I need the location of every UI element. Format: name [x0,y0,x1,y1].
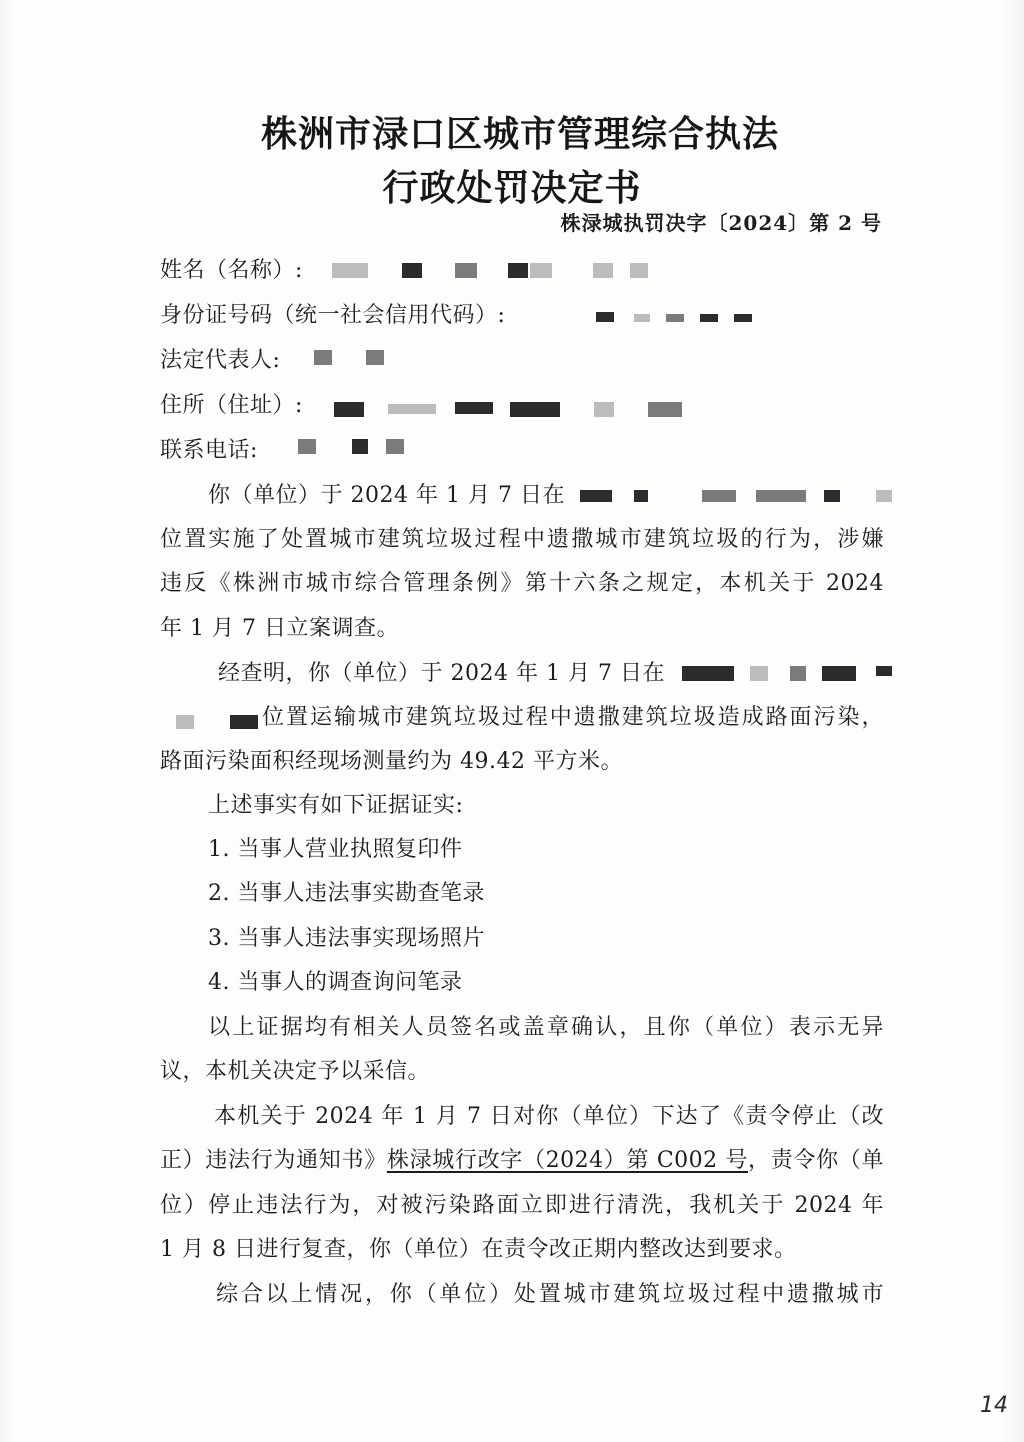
redaction [634,490,648,502]
redaction [455,263,477,278]
paragraph-1-line-3: 违反《株洲市城市综合管理条例》第十六条之规定，本机关于 2024 [160,571,884,596]
evidence-item-2: 2. 当事人违法事实勘查笔录 [208,881,485,906]
paragraph-5-line-2 [160,1143,884,1174]
redaction [750,666,768,681]
paragraph-5-line-3: 位）停止违法行为，对被污染路面立即进行清洗，我机关于 2024 年 [160,1193,884,1218]
evidence-intro: 上述事实有如下证据证实: [208,793,464,818]
redaction [634,314,650,322]
paragraph-1-line-4: 年 1 月 7 日立案调查。 [160,616,399,641]
redaction [790,666,806,681]
paragraph-5-line-4: 1 月 8 日进行复查，你（单位）在责令改正期内整改达到要求。 [160,1237,797,1262]
document-title-line2: 行政处罚决定书 [382,168,642,209]
paragraph-1-line-1: 你（单位）于 2024 年 1 月 7 日在 [208,483,565,508]
redaction [334,402,364,417]
redaction [666,314,684,322]
redaction [700,314,718,322]
legal-representative-label: 法定代表人: [160,348,281,373]
paragraph-5-line-2-text-a: 正）违法行为通知书》 [160,1148,387,1173]
redaction [876,666,892,676]
redaction [508,263,528,278]
redaction [702,490,736,502]
paragraph-2-line-3: 路面污染面积经现场测量约为 49.42 平方米。 [160,749,623,774]
redaction [332,263,368,278]
name-label: 姓名（名称）: [160,258,303,283]
paragraph-4-line-2: 议，本机关决定予以采信。 [160,1059,431,1084]
document-number: 株渌城执罚决字〔2024〕第 2 号 [560,211,882,235]
redaction [386,439,404,454]
redaction [734,314,752,322]
redaction [366,350,384,365]
paragraph-2-line-2: 位置运输城市建筑垃圾过程中遗撒建筑垃圾造成路面污染， [262,705,884,730]
page-number: 14 [980,1393,1008,1418]
redaction [580,490,612,502]
paragraph-6-line-1: 综合以上情况，你（单位）处置城市建筑垃圾过程中遗撒城市 [216,1282,884,1307]
redaction [876,490,892,502]
redaction [756,490,806,502]
redaction [510,402,560,417]
redaction [455,402,493,414]
redaction [630,263,648,278]
evidence-item-3: 3. 当事人违法事实现场照片 [208,926,485,951]
redaction [594,402,614,417]
id-number-label: 身份证号码（统一社会信用代码）: [160,303,506,328]
paragraph-5-line-2-text-b: ，责令你（单 [748,1148,884,1173]
redaction [682,666,734,681]
redaction [593,263,613,278]
redaction [230,715,258,729]
paragraph-5-line-1: 本机关于 2024 年 1 月 7 日对你（单位）下达了《责令停止（改 [214,1104,884,1129]
evidence-item-1: 1. 当事人营业执照复印件 [208,837,463,862]
redaction [648,402,682,417]
address-label: 住所（住址）: [160,393,303,418]
evidence-item-4: 4. 当事人的调查询问笔录 [208,970,463,995]
redaction [402,263,422,278]
redaction [298,439,316,454]
redaction [314,350,332,365]
redaction [822,666,856,681]
paragraph-4-line-1: 以上证据均有相关人员签名或盖章确认，且你（单位）表示无异 [208,1015,884,1040]
phone-label: 联系电话: [160,438,258,463]
redaction [596,312,614,322]
redaction [388,404,436,414]
correction-notice-reference: 株渌城行改字（2024）第 C002 号 [386,1148,749,1173]
paragraph-2-line-1: 经查明，你（单位）于 2024 年 1 月 7 日在 [218,661,665,686]
redaction [824,490,840,502]
redaction [352,439,368,454]
redaction [530,263,552,278]
document-title-line1: 株洲市渌口区城市管理综合执法 [260,114,779,155]
paragraph-1-line-2: 位置实施了处置城市建筑垃圾过程中遗撒城市建筑垃圾的行为，涉嫌 [160,527,884,552]
redaction [176,715,194,729]
